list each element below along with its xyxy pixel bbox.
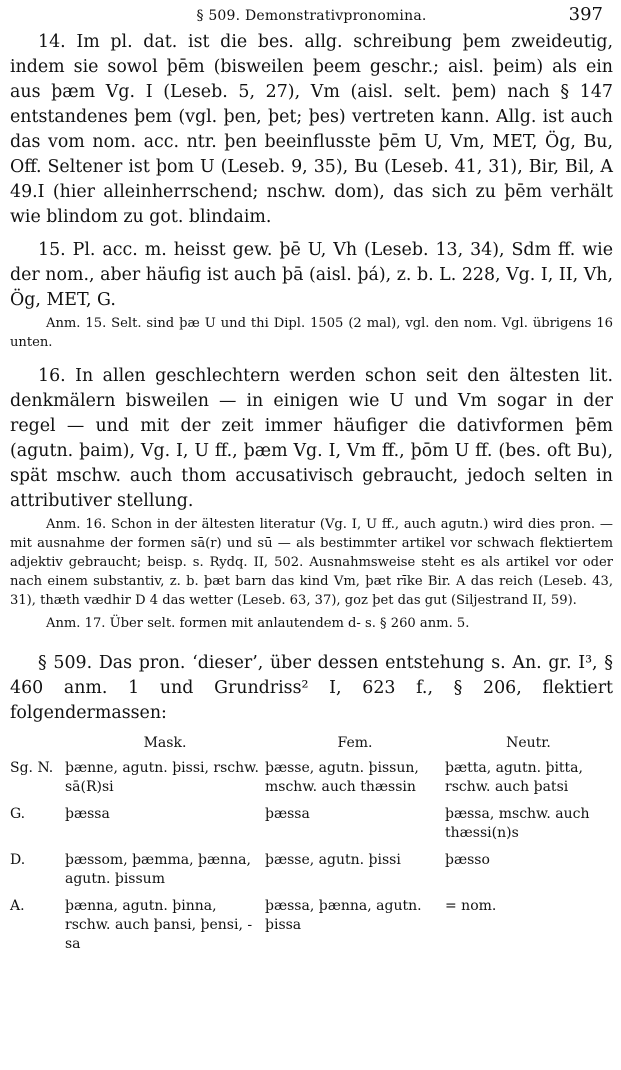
cell-neutr: þætta, agutn. þitta, rschw. auch þatsi [445, 760, 583, 795]
case-label: Sg. N. [10, 760, 54, 776]
column-header [10, 734, 65, 759]
paragraph-15: 15. Pl. acc. m. heisst gew. þē U, Vh (Leseb. 13, 34), Sdm ff. wie der nom., aber häufig ist auch þā (aisl. þá), z. b. L. 228, Vg. I, II, Vh, Ög, MET, G. [10, 240, 613, 310]
cell-neutr: = nom. [445, 898, 497, 914]
cell-neutr: þæsso [445, 852, 490, 868]
table-row [10, 851, 612, 897]
running-header [10, 0, 613, 30]
cell-fem: þæssa [265, 806, 310, 822]
case-label: D. [10, 852, 26, 868]
column-header-mask: Mask. [143, 735, 187, 751]
table-header-row [10, 734, 612, 759]
cell-fem: þæssa, þænna, agutn. þissa [265, 898, 422, 933]
table-row [10, 759, 612, 805]
case-label: G. [10, 806, 26, 822]
section-title: § 509. Demonstrativpronomina. [196, 8, 427, 24]
cell-fem: þæsse, agutn. þissi [265, 852, 401, 868]
annotation-17: Anm. 17. Über selt. formen mit anlautendem d- s. § 260 anm. 5. [46, 616, 470, 631]
cell-mask: þænne, agutn. þissi, rschw. sā(R)si [65, 760, 259, 795]
declension-table [10, 734, 612, 962]
paragraph-16: 16. In allen geschlechtern werden schon seit den ältesten lit. denkmälern bisweilen — in einigen wie U und Vm sogar in der regel — und mit der zeit immer häufiger die dativformen þēm (agutn. þaim), Vg. I, U ff., þæm Vg. I, Vm ff., þōm U ff. (bes. oft Bu), spät mschw. auch thom accusativisch gebraucht, jedoch selten in attributiver stellung. [10, 366, 613, 511]
page-number: 397 [568, 4, 603, 25]
cell-fem: þæsse, agutn. þissun, mschw. auch thæssin [265, 760, 419, 795]
table-row [10, 805, 612, 851]
cell-neutr: þæssa, mschw. auch thæssi(n)s [445, 806, 590, 841]
paragraph-14: 14. Im pl. dat. ist die bes. allg. schreibung þem zweideutig, indem sie sowol þēm (bisweilen þeem geschr.; aisl. þeim) als ein aus þæm Vg. I (Leseb. 5, 27), Vm (aisl. selt. þem) nach § 147 entstandenes þem (vgl. þen, þet; þes) vertreten kann. Allg. ist auch das vom nom. acc. ntr. þen beeinflusste þēm U, Vm, MET, Ög, Bu, Off. Seltener ist þom U (Leseb. 9, 35), Bu (Leseb. 41, 31), Bir, Bil, A 49.I (hier alleinherrschend; nschw. dom), das sich zu þēm verhält wie blindom zu got. blindaim. [10, 32, 613, 227]
case-label: A. [10, 898, 25, 914]
annotation-16: Anm. 16. Schon in der ältesten literatur (Vg. I, U ff., auch agutn.) wird dies pron. — mit ausnahme der formen sā(r) und sū — als bestimmter artikel vor schwach flektiertem adjektiv gebraucht; beisp. s. Rydq. II, 502. Ausnahmsweise steht es als artikel vor oder nach einem substantiv, z. b. þæt barn das kind Vm, þæt rīke Bir. A das reich (Leseb. 43, 31), thæth vædhir D 4 das wetter (Leseb. 63, 37), goz þet das gut (Siljestrand II, 59). [10, 517, 613, 608]
cell-mask: þæssa [65, 806, 110, 822]
column-header-fem: Fem. [337, 735, 373, 751]
section-509-intro: § 509. Das pron. ‘dieser’, über dessen entstehung s. An. gr. I³, § 460 anm. 1 und Grundriss² I, 623 f., § 206, flektiert folgendermassen: [10, 653, 613, 723]
annotation-15: Anm. 15. Selt. sind þæ U und thi Dipl. 1505 (2 mal), vgl. den nom. Vgl. übrigens 16 unten. [10, 316, 613, 350]
cell-mask: þænna, agutn. þinna, rschw. auch þansi, þensi, -sa [65, 898, 253, 952]
table-row [10, 897, 612, 962]
cell-mask: þæssom, þæmma, þænna, agutn. þissum [65, 852, 251, 887]
column-header-neutr: Neutr. [506, 735, 551, 751]
